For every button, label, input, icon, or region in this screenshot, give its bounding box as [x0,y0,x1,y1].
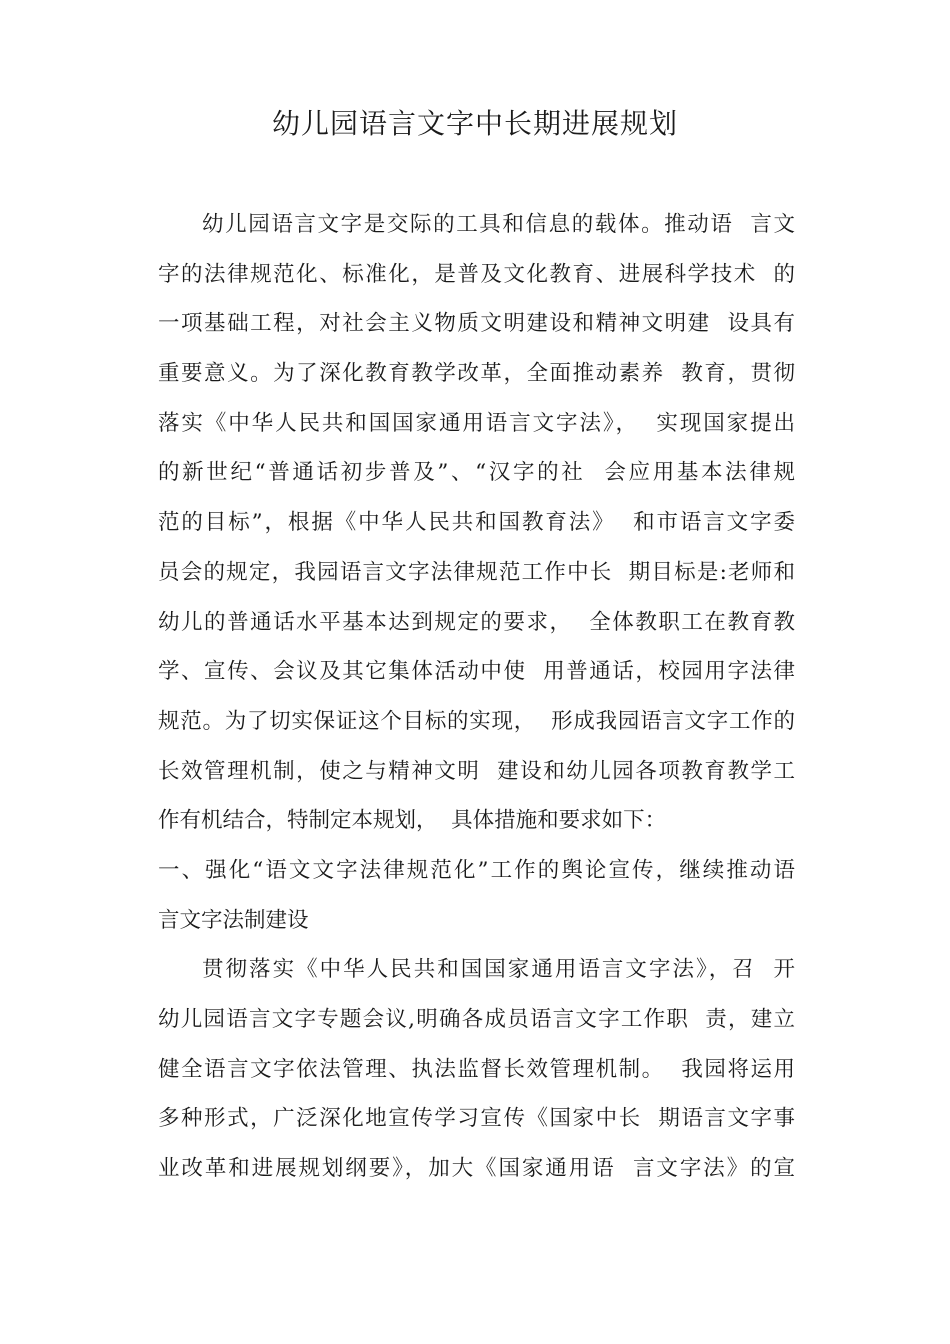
paragraph-line: 健全语言文字依法管理、执法监督长效管理机制。 我园将运用 [158,1056,795,1082]
paragraph-line: 作有机结合，特制定本规划， 具体措施和要求如下： [158,808,667,834]
paragraph-line: 幼儿园语言文字是交际的工具和信息的载体。推动语 言文 [202,212,795,237]
section-heading-line: 一、强化“语文文字法律规范化”工作的舆论宣传，继续推动语 [158,857,795,883]
paragraph-line: 幼儿园语言文字专题会议,明确各成员语言文字工作职 责，建立 [158,1007,795,1032]
paragraph-line: 员会的规定，我园语言文字法律规范工作中长 期目标是:老师和 [158,559,795,585]
paragraph-line: 长效管理机制，使之与精神文明 建设和幼儿园各项教育教学工 [158,758,795,784]
paragraph-line: 字的法律规范化、标准化，是普及文化教育、进展科学技术 的 [158,261,795,287]
paragraph-line: 重要意义。为了深化教育教学改革，全面推动素养 教育，贯彻 [158,361,795,387]
paragraph-line: 多种形式，广泛深化地宣传学习宣传《国家中长 期语言文字事 [158,1106,795,1132]
paragraph-line: 的新世纪“普通话初步普及”、“汉字的社 会应用基本法律规 [158,460,795,486]
document-body [158,200,795,1194]
page-title: 幼儿园语言文字中长期进展规划 [271,107,678,140]
paragraph-line: 幼儿的普通话水平基本达到规定的要求， 全体教职工在教育教 [158,609,795,635]
paragraph-line: 落实《中华人民共和国国家通用语言文字法》， 实现国家提出 [158,410,795,436]
paragraph-line: 贯彻落实《中华人民共和国国家通用语言文字法》，召 开 [202,957,795,983]
paragraph-line: 一项基础工程，对社会主义物质文明建设和精神文明建 设具有 [158,311,795,337]
paragraph-line: 范的目标”，根据《中华人民共和国教育法》 和市语言文字委 [158,510,795,536]
paragraph-line: 学、宣传、会议及其它集体活动中使 用普通话，校园用字法律 [158,659,795,685]
section-heading-line: 言文字法制建设 [158,907,309,933]
paragraph-line: 规范。为了切实保证这个目标的实现， 形成我园语言文字工作的 [158,708,795,734]
paragraph-line: 业改革和进展规划纲要》，加大《国家通用语 言文字法》的宣 [158,1156,795,1182]
